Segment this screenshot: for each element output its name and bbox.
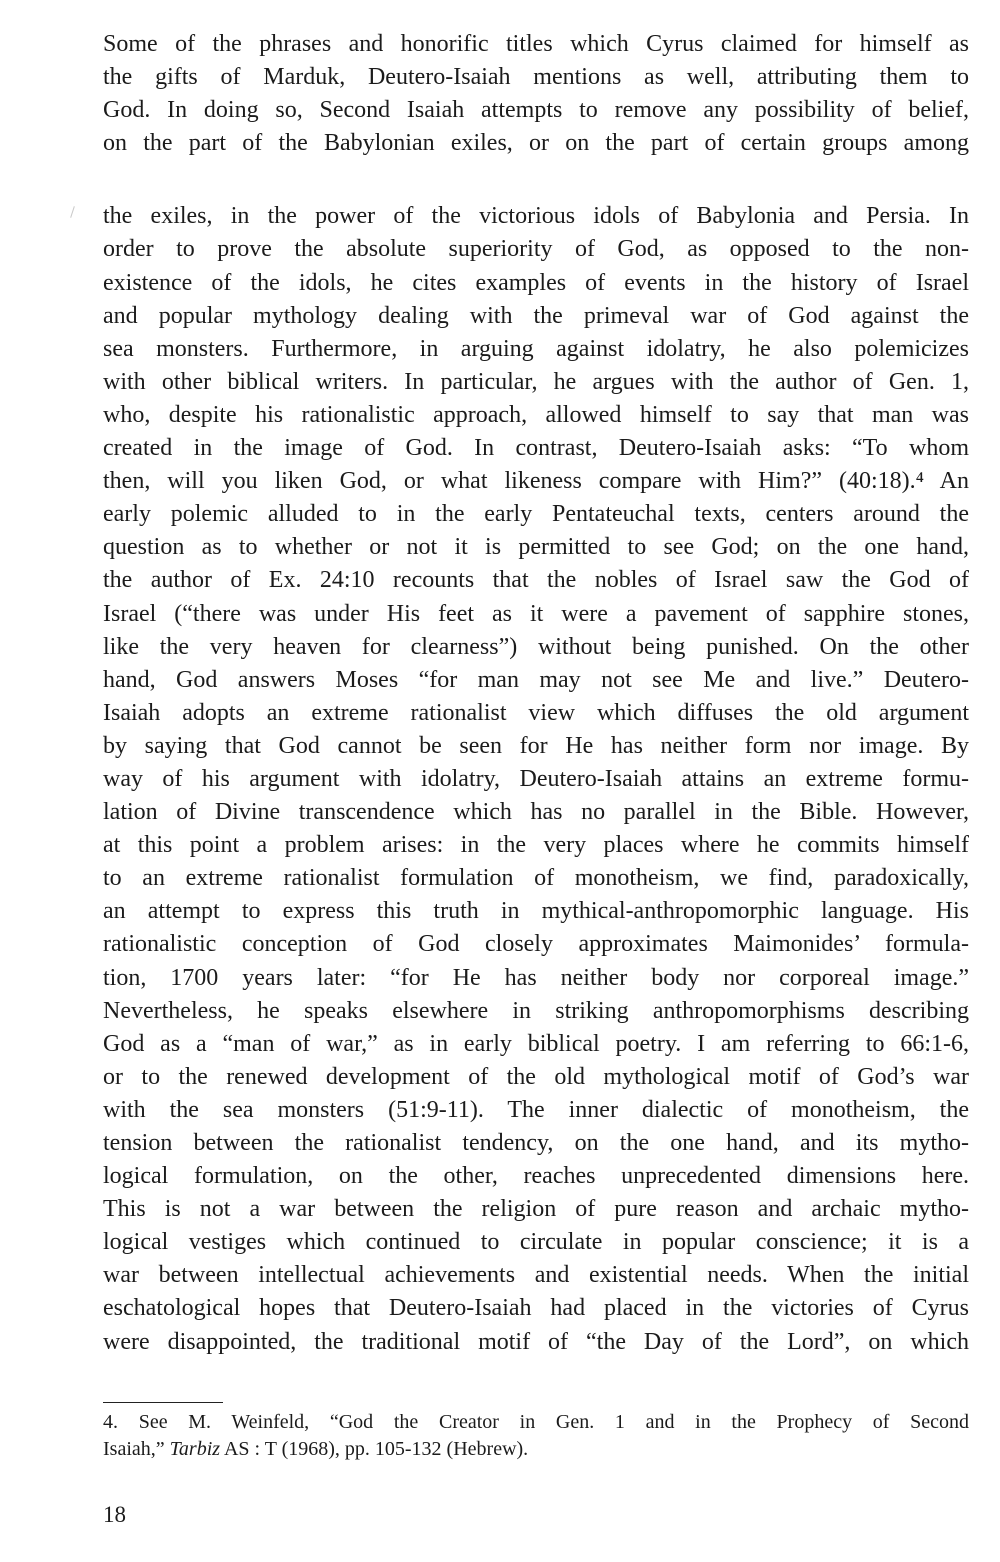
text-line: with the sea monsters (51:9-11). The inner dialectic of monotheism, the <box>103 1096 969 1123</box>
text-line: the exiles, in the power of the victorious idols of Babylonia and Persia. In <box>103 203 969 230</box>
text-line: who, despite his rationalistic approach, allowed himself to say that man was <box>103 401 969 428</box>
text-line: the gifts of Marduk, Deutero-Isaiah mentions as well, attributing them to <box>103 64 969 91</box>
text-line: to an extreme rationalist formulation of monotheism, we find, paradoxically, <box>103 865 969 892</box>
text-line: This is not a war between the religion of pure reason and archaic mytho- <box>103 1196 969 1223</box>
text-line: logical vestiges which continued to circulate in popular conscience; it is a <box>103 1229 969 1256</box>
text-line: at this point a problem arises: in the very places where he commits himself <box>103 832 969 859</box>
footnote-line: 4. See M. Weinfeld, “God the Creator in Gen. 1 and in the Prophecy of Second <box>103 1411 969 1433</box>
text-line: God. In doing so, Second Isaiah attempts to remove any possibility of belief, <box>103 97 969 124</box>
text-line: with other biblical writers. In particular, he argues with the author of Gen. 1, <box>103 368 969 395</box>
text-line: way of his argument with idolatry, Deutero-Isaiah attains an extreme formu- <box>103 765 969 792</box>
page-number: 18 <box>103 1502 126 1527</box>
text-line: eschatological hopes that Deutero-Isaiah had placed in the victories of Cyrus <box>103 1295 969 1322</box>
text-block-1 <box>103 28 969 160</box>
text-line: Nevertheless, he speaks elsewhere in striking anthropomorphisms describing <box>103 997 969 1024</box>
footnote-line <box>103 1436 969 1463</box>
text-block-2 <box>103 200 969 1358</box>
text-line: logical formulation, on the other, reaches unprecedented dimensions here. <box>103 1163 969 1190</box>
text-line: created in the image of God. In contrast, Deutero-Isaiah asks: “To whom <box>103 435 969 462</box>
text-line: tension between the rationalist tendency, on the one hand, and its mytho- <box>103 1130 969 1156</box>
footnote-journal-title: Tarbiz <box>169 1438 221 1460</box>
footnote-rule <box>103 1402 223 1403</box>
text-line: war between intellectual achievements and existential needs. When the initial <box>103 1262 969 1289</box>
text-line: Israel (“there was under His feet as it were a pavement of sapphire stones, <box>103 600 969 627</box>
text-line: rationalistic conception of God closely approximates Maimonides’ formula- <box>103 931 969 958</box>
text-line: the author of Ex. 24:10 recounts that the nobles of Israel saw the God of <box>103 567 969 594</box>
footnote-text: Isaiah,” <box>103 1438 170 1460</box>
text-line: or to the renewed development of the old mythological motif of God’s war <box>103 1063 969 1090</box>
text-line: by saying that God cannot be seen for He has neither form nor image. By <box>103 732 969 759</box>
text-line: order to prove the absolute superiority of God, as opposed to the non- <box>103 236 969 263</box>
text-line: question as to whether or not it is permitted to see God; on the one hand, <box>103 534 969 561</box>
text-line: hand, God answers Moses “for man may not see Me and live.” Deutero- <box>103 666 969 693</box>
text-line: on the part of the Babylonian exiles, or on the part of certain groups among <box>103 130 969 157</box>
text-line: tion, 1700 years later: “for He has neither body nor corporeal image.” <box>103 964 969 991</box>
text-line: sea monsters. Furthermore, in arguing against idolatry, he also polemicizes <box>103 335 969 362</box>
text-line: then, will you liken God, or what likeness compare with Him?” (40:18).⁴ An <box>103 468 969 495</box>
text-line: lation of Divine transcendence which has no parallel in the Bible. However, <box>103 799 969 826</box>
text-line: an attempt to express this truth in mythical-anthropomorphic language. His <box>103 898 969 925</box>
footnote-text: AS : T (1968), pp. 105-132 (Hebrew). <box>220 1438 529 1460</box>
text-line: Isaiah adopts an extreme rationalist view which diffuses the old argument <box>103 699 969 726</box>
block-gap <box>103 160 969 200</box>
main-text <box>103 28 969 1359</box>
footnote <box>103 1409 969 1463</box>
text-line: like the very heaven for clearness”) without being punished. On the other <box>103 633 969 660</box>
text-line: were disappointed, the traditional motif of “the Day of the Lord”, on which <box>103 1328 969 1355</box>
margin-mark <box>70 206 75 218</box>
text-line: existence of the idols, he cites examples of events in the history of Israel <box>103 269 969 296</box>
text-line: early polemic alluded to in the early Pentateuchal texts, centers around the <box>103 501 969 528</box>
text-line: God as a “man of war,” as in early biblical poetry. I am referring to 66:1-6, <box>103 1030 969 1057</box>
text-line: Some of the phrases and honorific titles which Cyrus claimed for himself as <box>103 31 969 57</box>
text-line: and popular mythology dealing with the primeval war of God against the <box>103 302 969 329</box>
